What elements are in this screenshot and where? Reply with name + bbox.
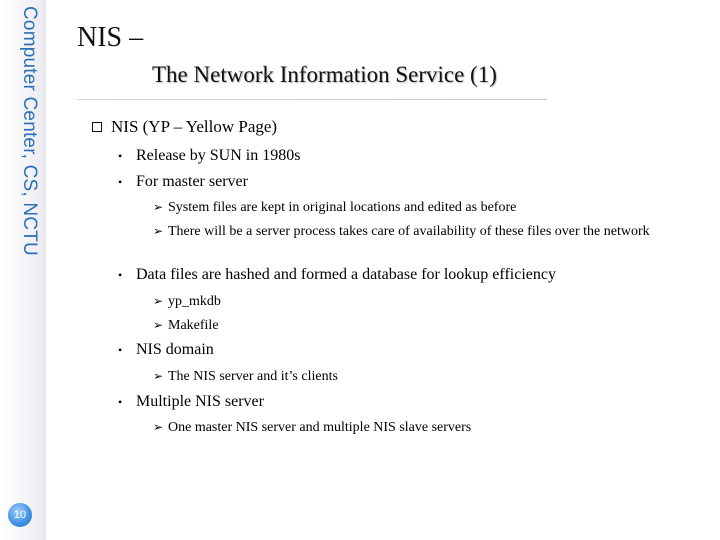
arrow-bullet-icon: ➢ — [153, 369, 164, 383]
slide-title-line1: NIS – — [77, 22, 144, 53]
title-divider — [77, 99, 547, 100]
sidebar-title: Computer Center, CS, NCTU — [19, 6, 40, 256]
list-item-text: Multiple NIS server — [136, 393, 264, 410]
dot-bullet-icon: • — [118, 343, 123, 357]
main-bullet — [92, 117, 277, 137]
sub-list-item — [153, 292, 673, 311]
sidebar — [0, 0, 46, 540]
arrow-bullet-icon: ➢ — [153, 420, 164, 434]
list-item-text: For master server — [136, 173, 248, 190]
arrow-bullet-icon: ➢ — [153, 294, 164, 308]
sub-list-item-text: One master NIS server and multiple NIS slave servers — [168, 420, 472, 435]
sub-list-item-text: yp_mkdb — [168, 294, 221, 309]
sub-list-item-text: There will be a server process takes care of availability of these files over the network — [168, 224, 650, 239]
arrow-bullet-icon: ➢ — [153, 224, 164, 238]
dot-bullet-icon: • — [118, 268, 123, 282]
list-item — [118, 266, 556, 284]
slide-title-line2: The Network Information Service (1) — [152, 62, 497, 87]
list-item — [118, 393, 264, 411]
arrow-bullet-icon: ➢ — [153, 200, 164, 214]
main-bullet-text: NIS (YP – Yellow Page) — [111, 117, 278, 136]
list-item — [118, 173, 248, 191]
arrow-bullet-icon: ➢ — [153, 318, 164, 332]
dot-bullet-icon: • — [118, 175, 123, 189]
list-item — [118, 147, 300, 165]
dot-bullet-icon: • — [118, 149, 123, 163]
sub-list-item — [153, 367, 673, 386]
sub-list-item-text: The NIS server and it’s clients — [168, 369, 338, 384]
dot-bullet-icon: • — [118, 395, 123, 409]
sub-list-item — [153, 198, 673, 217]
list-item-text: Release by SUN in 1980s — [136, 147, 301, 164]
sub-list-item — [153, 418, 673, 437]
list-item-text: Data files are hashed and formed a database for lookup efficiency — [136, 266, 556, 283]
square-bullet-icon — [92, 122, 102, 132]
sub-list-item — [153, 316, 673, 335]
sub-list-item-text: System files are kept in original locations and edited as before — [168, 200, 517, 215]
list-item-text: NIS domain — [136, 341, 214, 358]
list-item — [118, 341, 214, 359]
sub-list-item-text: Makefile — [168, 318, 219, 333]
sub-list-item — [153, 222, 673, 241]
page-number-badge: 10 — [8, 503, 32, 527]
